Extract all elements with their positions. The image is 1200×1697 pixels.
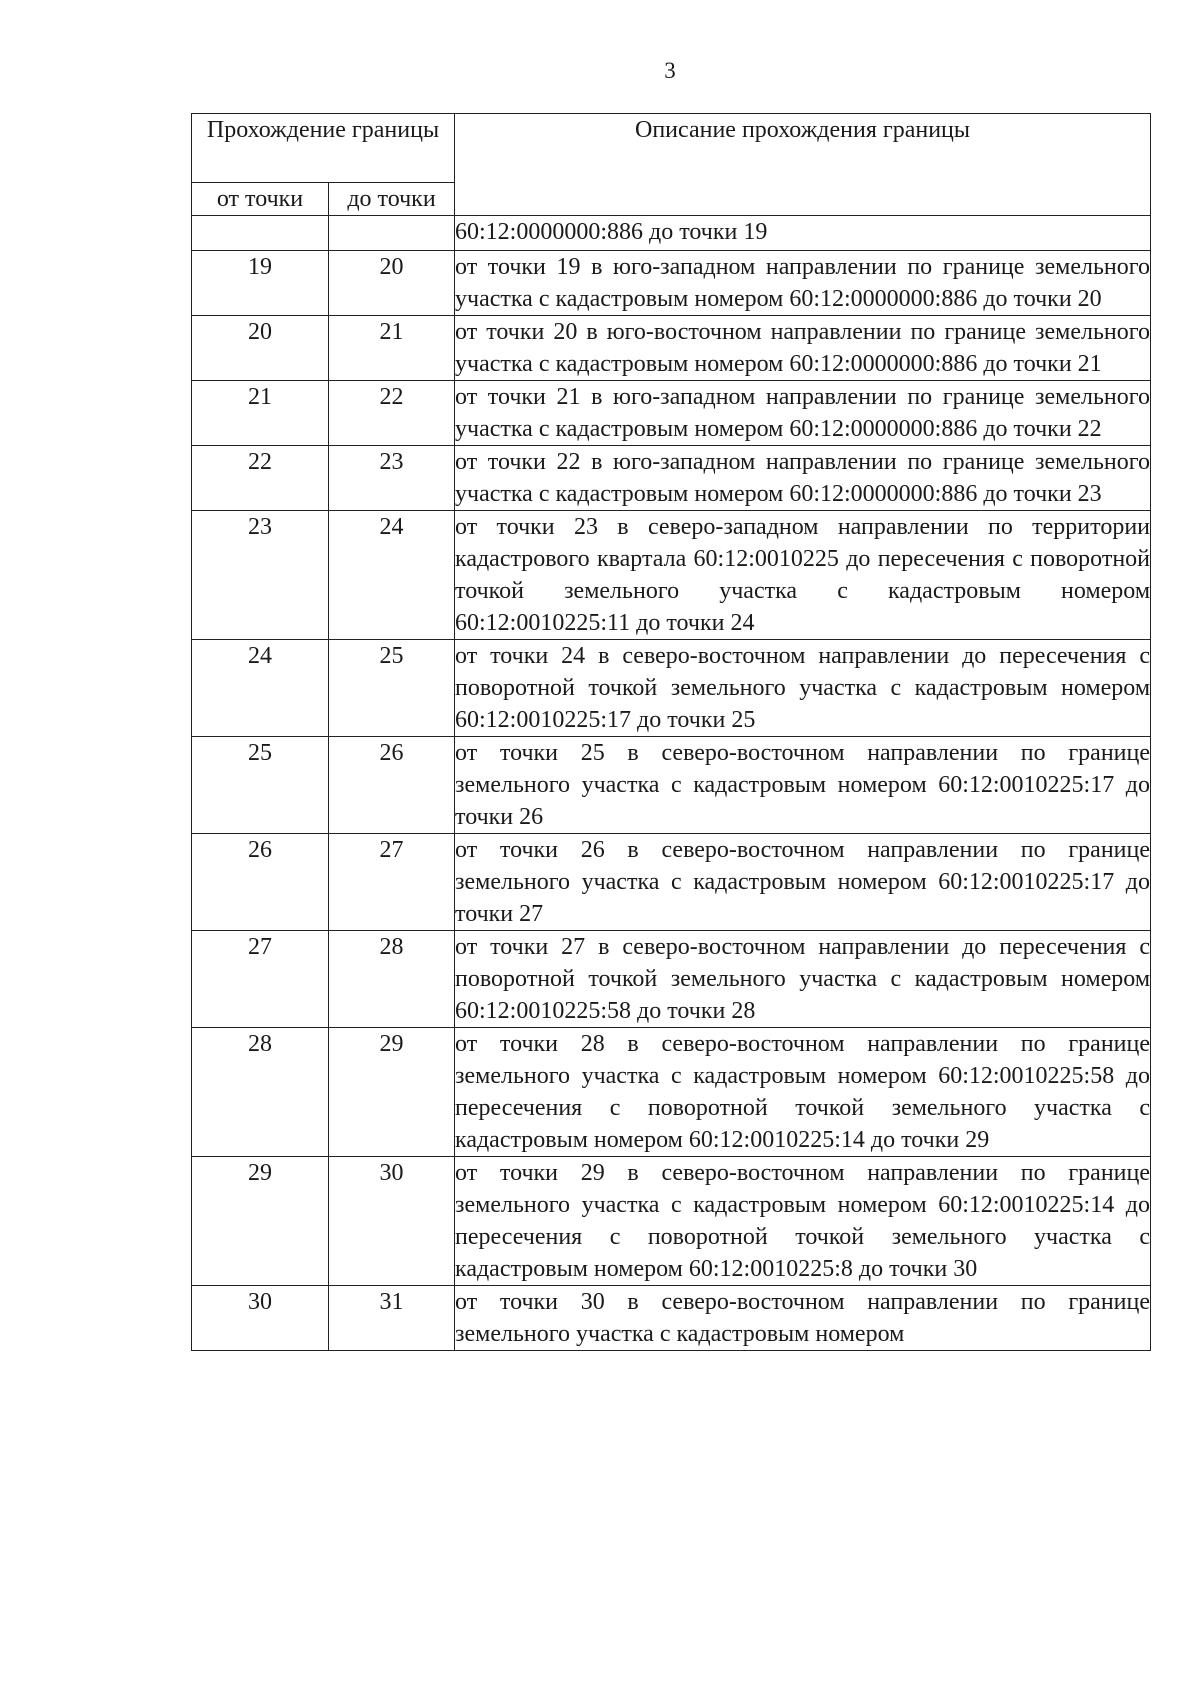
description-cell: от точки 20 в юго-восточном направлении по границе земельного участка с кадастровым номером 60:12:0000000:886 до точки 21 bbox=[455, 316, 1151, 381]
table-row bbox=[192, 1157, 1151, 1286]
from-point-cell: 22 bbox=[192, 446, 329, 511]
table-row bbox=[192, 446, 1151, 511]
description-cell: от точки 24 в северо-восточном направлении до пересечения с поворотной точкой земельного участка с кадастровым номером 60:12:0010225:17 до точки 25 bbox=[455, 640, 1151, 737]
header-description: Описание прохождения границы bbox=[455, 114, 1151, 216]
from-point-cell: 23 bbox=[192, 511, 329, 640]
from-point-cell bbox=[192, 216, 329, 251]
description-cell: от точки 21 в юго-западном направлении по границе земельного участка с кадастровым номером 60:12:0000000:886 до точки 22 bbox=[455, 381, 1151, 446]
table-row bbox=[192, 511, 1151, 640]
from-point-cell: 25 bbox=[192, 737, 329, 834]
description-cell: от точки 26 в северо-восточном направлении по границе земельного участка с кадастровым номером 60:12:0010225:17 до точки 27 bbox=[455, 834, 1151, 931]
to-point-cell: 25 bbox=[329, 640, 455, 737]
to-point-cell: 20 bbox=[329, 251, 455, 316]
from-point-cell: 19 bbox=[192, 251, 329, 316]
to-point-cell: 28 bbox=[329, 931, 455, 1028]
to-point-cell: 27 bbox=[329, 834, 455, 931]
to-point-cell: 26 bbox=[329, 737, 455, 834]
to-point-cell: 24 bbox=[329, 511, 455, 640]
to-point-cell: 31 bbox=[329, 1286, 455, 1351]
to-point-cell bbox=[329, 216, 455, 251]
description-cell: от точки 29 в северо-восточном направлении по границе земельного участка с кадастровым номером 60:12:0010225:14 до пересечения с поворотной точкой земельного участка с кадастровым номером 60:12:0010225:8 до точки 30 bbox=[455, 1157, 1151, 1286]
header-to-point: до точки bbox=[329, 183, 455, 216]
from-point-cell: 28 bbox=[192, 1028, 329, 1157]
to-point-cell: 23 bbox=[329, 446, 455, 511]
description-cell: от точки 30 в северо-восточном направлении по границе земельного участка с кадастровым номером bbox=[455, 1286, 1151, 1351]
table-row bbox=[192, 834, 1151, 931]
table-row bbox=[192, 1028, 1151, 1157]
description-cell: от точки 28 в северо-восточном направлении по границе земельного участка с кадастровым номером 60:12:0010225:58 до пересечения с поворотной точкой земельного участка с кадастровым номером 60:12:0010225:14 до точки 29 bbox=[455, 1028, 1151, 1157]
header-from-point: от точки bbox=[192, 183, 329, 216]
to-point-cell: 29 bbox=[329, 1028, 455, 1157]
description-cell: от точки 23 в северо-западном направлении по территории кадастрового квартала 60:12:0010225 до пересечения с поворотной точкой земельного участка с кадастровым номером 60:12:0010225:11 до точки 24 bbox=[455, 511, 1151, 640]
from-point-cell: 29 bbox=[192, 1157, 329, 1286]
from-point-cell: 21 bbox=[192, 381, 329, 446]
table-row bbox=[192, 251, 1151, 316]
table-row bbox=[192, 640, 1151, 737]
boundary-description-table bbox=[191, 113, 1151, 1351]
table-row bbox=[192, 931, 1151, 1028]
table-row bbox=[192, 316, 1151, 381]
description-cell: от точки 22 в юго-западном направлении по границе земельного участка с кадастровым номером 60:12:0000000:886 до точки 23 bbox=[455, 446, 1151, 511]
to-point-cell: 30 bbox=[329, 1157, 455, 1286]
table-row bbox=[192, 381, 1151, 446]
from-point-cell: 24 bbox=[192, 640, 329, 737]
description-cell: 60:12:0000000:886 до точки 19 bbox=[455, 216, 1151, 251]
table-row bbox=[192, 216, 1151, 251]
from-point-cell: 20 bbox=[192, 316, 329, 381]
to-point-cell: 22 bbox=[329, 381, 455, 446]
description-cell: от точки 27 в северо-восточном направлении до пересечения с поворотной точкой земельного участка с кадастровым номером 60:12:0010225:58 до точки 28 bbox=[455, 931, 1151, 1028]
header-boundary-passage: Прохождение границы bbox=[192, 114, 455, 183]
page-number: 3 bbox=[664, 58, 676, 83]
table-row bbox=[192, 1286, 1151, 1351]
table-row bbox=[192, 737, 1151, 834]
description-cell: от точки 25 в северо-восточном направлении по границе земельного участка с кадастровым номером 60:12:0010225:17 до точки 26 bbox=[455, 737, 1151, 834]
from-point-cell: 27 bbox=[192, 931, 329, 1028]
from-point-cell: 26 bbox=[192, 834, 329, 931]
to-point-cell: 21 bbox=[329, 316, 455, 381]
from-point-cell: 30 bbox=[192, 1286, 329, 1351]
description-cell: от точки 19 в юго-западном направлении по границе земельного участка с кадастровым номером 60:12:0000000:886 до точки 20 bbox=[455, 251, 1151, 316]
